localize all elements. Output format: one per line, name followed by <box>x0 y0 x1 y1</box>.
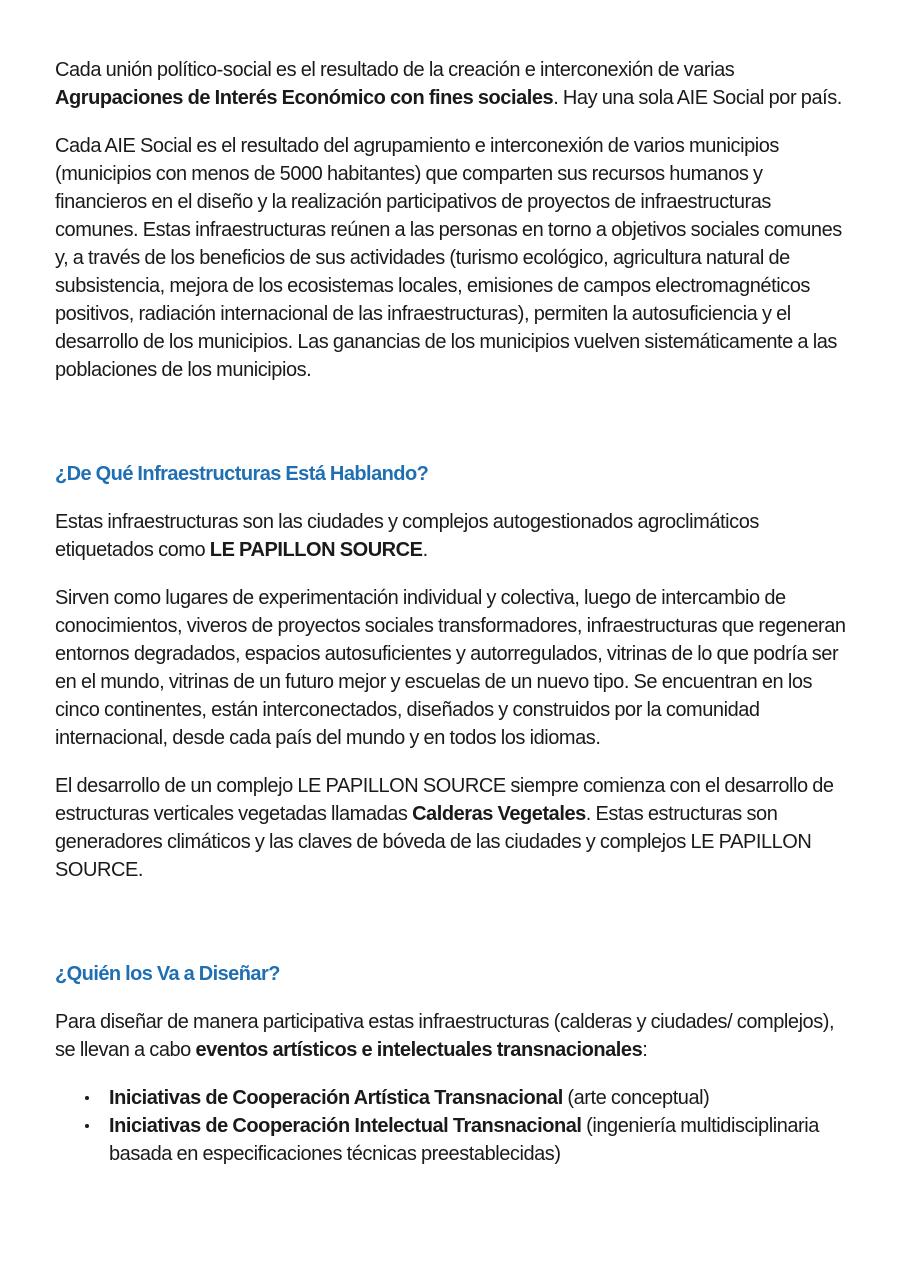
paragraph-aie-social <box>55 132 855 384</box>
paragraph-aie-union <box>55 56 855 112</box>
paragraph-text: . Hay una sola AIE Social por país. <box>553 87 842 109</box>
bold-term: eventos artísticos e intelectuales transnacionales <box>195 1039 643 1061</box>
initiatives-list <box>55 1084 855 1168</box>
paragraph-experimentacion <box>55 584 855 752</box>
paragraph-calderas <box>55 772 855 884</box>
list-item <box>109 1112 855 1168</box>
bold-term: Calderas Vegetales <box>412 803 586 825</box>
paragraph-text: Estas infraestructuras son las ciudades y complejos autogestionados agroclimáticos etiquetados como <box>55 511 759 561</box>
paragraph-infraestructuras <box>55 508 855 564</box>
paragraph-text: : <box>642 1039 648 1061</box>
bold-term: LE PAPILLON SOURCE <box>209 539 423 561</box>
list-item-text: (ingeniería multidisciplinaria basada en especificaciones técnicas preestablecidas) <box>109 1115 819 1165</box>
paragraph-text: . Estas estructuras son generadores climáticos y las claves de bóveda de las ciudades y complejos LE PAPILLON SOURCE. <box>55 803 812 881</box>
paragraph-text: Cada AIE Social es el resultado del agrupamiento e interconexión de varios municipios (municipios con menos de 5000 habitantes) que comparten sus recursos humanos y financieros en el diseño y la realización participativos de proyectos de infraestructuras comunes. Estas infraestructuras reúnen a las personas en torno a objetivos sociales comunes y, a través de los beneficios de sus actividades (turismo ecológico, agricultura natural de subsistencia, mejora de los ecosistemas locales, emisiones de campos electromagnéticos positivos, radiación internacional de las infraestructuras), permiten la autosuficiencia y el desarrollo de los municipios. Las ganancias de los municipios vuelven sistemáticamente a las poblaciones de los municipios. <box>55 135 842 381</box>
list-item <box>109 1084 855 1112</box>
paragraph-text: Sirven como lugares de experimentación individual y colectiva, luego de intercambio de conocimientos, viveros de proyectos sociales transformadores, infraestructuras que regeneran entornos degradados, espacios autosuficientes y autorregulados, vitrinas de lo que podría ser en el mundo, vitrinas de un futuro mejor y escuelas de un nuevo tipo. Se encuentran en los cinco continentes, están interconectados, diseñados y construidos por la comunidad internacional, desde cada país del mundo y en todos los idiomas. <box>55 587 846 749</box>
bold-term: Iniciativas de Cooperación Artística Transnacional <box>109 1087 563 1109</box>
list-item-text: (arte conceptual) <box>562 1087 710 1109</box>
section-heading-infraestructuras: ¿De Qué Infraestructuras Está Hablando? <box>55 463 429 485</box>
paragraph-text: . <box>422 539 428 561</box>
bold-term: Iniciativas de Cooperación Intelectual Transnacional <box>109 1115 582 1137</box>
bold-term: Agrupaciones de Interés Económico con fines sociales <box>55 87 554 109</box>
paragraph-text: Cada unión político-social es el resultado de la creación e interconexión de varias <box>55 59 735 81</box>
paragraph-eventos <box>55 1008 855 1064</box>
paragraph-text: Para diseñar de manera participativa estas infraestructuras (calderas y ciudades/ complejos), se llevan a cabo <box>55 1011 835 1061</box>
section-heading-disenar: ¿Quién los Va a Diseñar? <box>55 963 280 985</box>
paragraph-text: El desarrollo de un complejo LE PAPILLON SOURCE siempre comienza con el desarrollo de estructuras verticales vegetadas llamadas <box>55 775 834 825</box>
